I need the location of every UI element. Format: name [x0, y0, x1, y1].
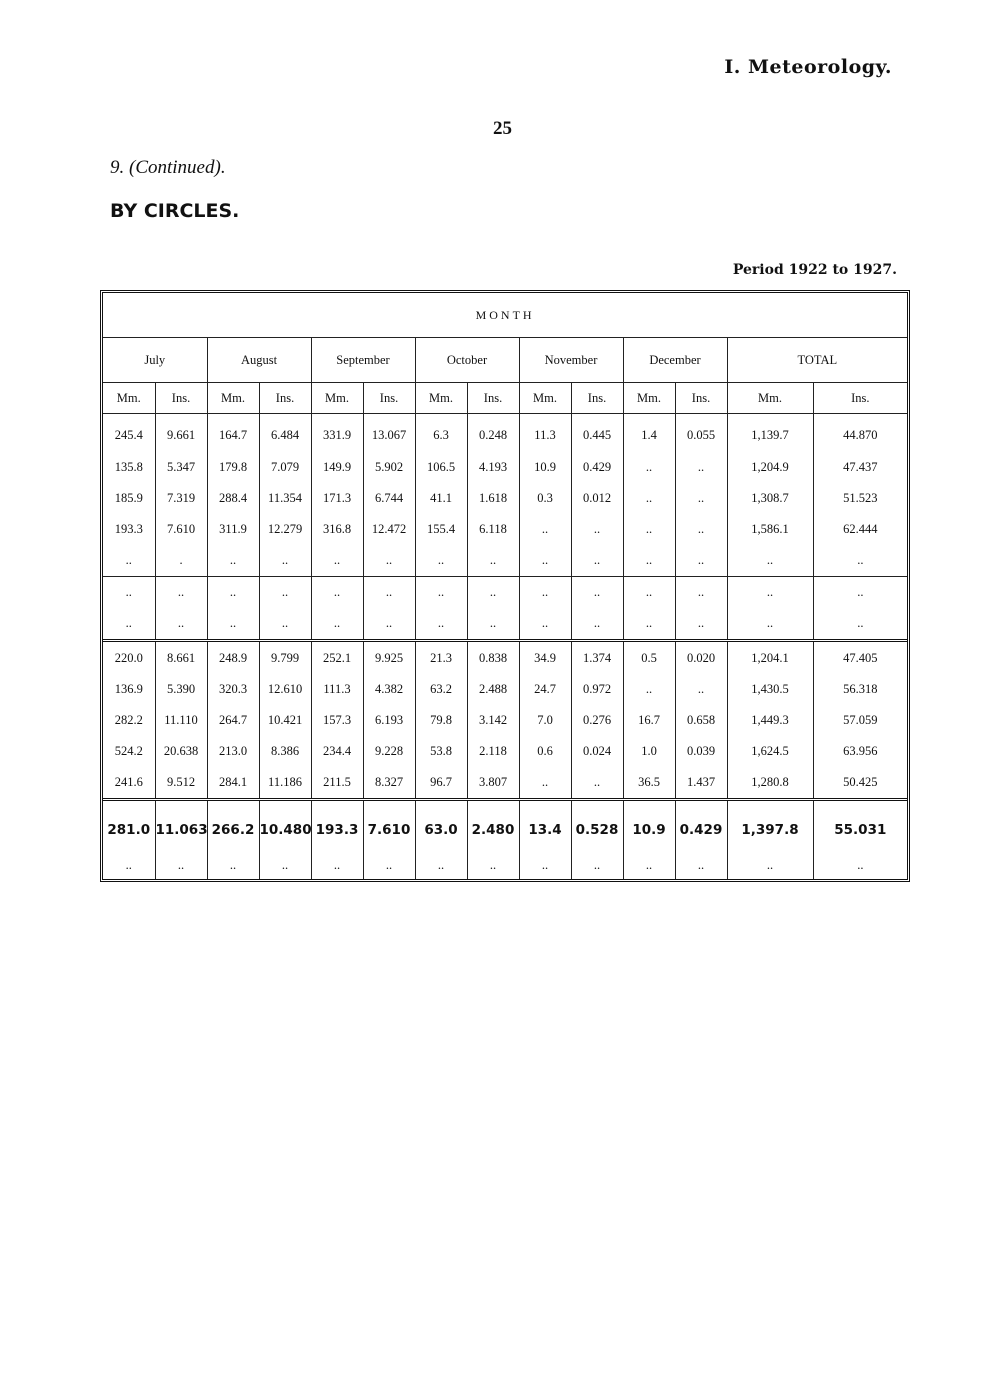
table-row — [103, 577, 907, 609]
table-cell: 7.079 — [259, 452, 311, 483]
table-cell: 264.7 — [207, 705, 259, 736]
table-cell: .. — [519, 545, 571, 577]
table-cell: .. — [519, 514, 571, 545]
table-cell: 106.5 — [415, 452, 467, 483]
table-cell: 211.5 — [311, 767, 363, 800]
table-cell: .. — [623, 483, 675, 514]
table-cell: 1,204.1 — [727, 641, 813, 674]
unit-header-mm: Mm. — [103, 383, 155, 414]
table-cell: 1.437 — [675, 767, 727, 800]
table-cell: .. — [813, 852, 907, 879]
table-cell: 171.3 — [311, 483, 363, 514]
table-cell: .. — [519, 577, 571, 609]
table-cell: 0.039 — [675, 736, 727, 767]
table-cell: .. — [571, 608, 623, 641]
table-cell: .. — [519, 608, 571, 641]
unit-header-mm: Mm. — [727, 383, 813, 414]
table-cell: 11.110 — [155, 705, 207, 736]
table-cell: 6.744 — [363, 483, 415, 514]
unit-header-mm: Mm. — [207, 383, 259, 414]
table-cell: 7.610 — [155, 514, 207, 545]
table-cell: 1,586.1 — [727, 514, 813, 545]
table-cell: 13.067 — [363, 414, 415, 452]
table-cell: .. — [155, 852, 207, 879]
table-cell: 11.186 — [259, 767, 311, 800]
table-cell: 10.9 — [623, 800, 675, 853]
table-cell: 0.276 — [571, 705, 623, 736]
table-cell: 331.9 — [311, 414, 363, 452]
table-cell: 6.193 — [363, 705, 415, 736]
table-cell: .. — [363, 577, 415, 609]
table-cell: 0.972 — [571, 674, 623, 705]
table-cell: 241.6 — [114, 774, 143, 789]
table-subtitle: BY CIRCLES. — [110, 200, 240, 222]
table-cell: 2.118 — [467, 736, 519, 767]
table-cell: .. — [675, 545, 727, 577]
table-cell: 111.3 — [311, 674, 363, 705]
unit-header-ins: Ins. — [259, 383, 311, 414]
table-cell: 7.0 — [519, 705, 571, 736]
table-cell: 1.618 — [467, 483, 519, 514]
table-cell: 8.661 — [155, 641, 207, 674]
table-cell: 1,308.7 — [727, 483, 813, 514]
table-cell: 0.3 — [519, 483, 571, 514]
table-cell: .. — [415, 608, 467, 641]
table-cell: 10.9 — [519, 452, 571, 483]
unit-header-mm: Mm. — [623, 383, 675, 414]
table-cell: 1.374 — [571, 641, 623, 674]
table-cell: 1,430.5 — [727, 674, 813, 705]
period-label: Period 1922 to 1927. — [732, 262, 897, 278]
month-group-header: MONTH — [103, 293, 907, 338]
table-cell: 12.279 — [259, 514, 311, 545]
table-cell: .. — [259, 852, 311, 879]
table-cell: .. — [623, 452, 675, 483]
month-header: July — [103, 338, 207, 383]
table-cell: .. — [125, 858, 132, 873]
table-cell: 185.9 — [114, 490, 143, 505]
table-cell: 245.4 — [114, 428, 143, 443]
table-cell: 288.4 — [207, 483, 259, 514]
table-cell: .. — [727, 852, 813, 879]
table-row — [103, 545, 907, 577]
table-cell: 12.472 — [363, 514, 415, 545]
table-cell: 57.059 — [813, 705, 907, 736]
unit-header-ins: Ins. — [813, 383, 907, 414]
table-row — [103, 852, 907, 879]
table-row — [103, 767, 907, 800]
table-cell: 44.870 — [813, 414, 907, 452]
table-cell: 0.5 — [623, 641, 675, 674]
table-cell: .. — [415, 577, 467, 609]
table-cell: 55.031 — [813, 800, 907, 853]
table-row — [103, 514, 907, 545]
month-header: TOTAL — [727, 338, 907, 383]
unit-header-ins: Ins. — [155, 383, 207, 414]
table-cell: .. — [675, 483, 727, 514]
table-cell: 16.7 — [623, 705, 675, 736]
table-cell: .. — [813, 577, 907, 609]
table-cell: .. — [519, 767, 571, 800]
table-cell: .. — [363, 608, 415, 641]
table-cell: 311.9 — [207, 514, 259, 545]
table-cell: .. — [363, 852, 415, 879]
table-cell: .. — [571, 767, 623, 800]
table-cell: 2.488 — [467, 674, 519, 705]
table-cell: 79.8 — [415, 705, 467, 736]
table-row — [103, 641, 907, 674]
unit-header-mm: Mm. — [311, 383, 363, 414]
table-cell: .. — [311, 852, 363, 879]
table-cell: .. — [675, 452, 727, 483]
unit-header-ins: Ins. — [467, 383, 519, 414]
table-cell: 5.902 — [363, 452, 415, 483]
table-cell: 179.8 — [207, 452, 259, 483]
table-cell: 0.429 — [571, 452, 623, 483]
table-cell: 220.0 — [103, 641, 155, 674]
table-cell: 4.382 — [363, 674, 415, 705]
table-cell: 0.658 — [675, 705, 727, 736]
table-cell: 1,449.3 — [727, 705, 813, 736]
table-cell: 5.390 — [155, 674, 207, 705]
table-cell: .. — [675, 674, 727, 705]
month-header: September — [311, 338, 415, 383]
table-cell: 0.055 — [675, 414, 727, 452]
table-row — [103, 483, 907, 514]
table-cell: 136.9 — [114, 681, 143, 696]
table-row — [103, 608, 907, 641]
table-cell: 50.425 — [813, 767, 907, 800]
table-cell: .. — [311, 545, 363, 577]
table-cell: 10.480 — [259, 800, 311, 853]
table-cell: .. — [155, 577, 207, 609]
table-cell: 1,280.8 — [727, 767, 813, 800]
table-cell: .. — [415, 545, 467, 577]
page-number: 25 — [493, 118, 512, 139]
table-cell: 63.0 — [415, 800, 467, 853]
table-cell: .. — [623, 514, 675, 545]
table-cell: .. — [311, 608, 363, 641]
table-cell: .. — [623, 577, 675, 609]
table-cell: 1,624.5 — [727, 736, 813, 767]
table-cell: 1.0 — [623, 736, 675, 767]
table-cell: .. — [727, 545, 813, 577]
unit-header-ins: Ins. — [363, 383, 415, 414]
table-cell: 12.610 — [259, 674, 311, 705]
table-cell: 21.3 — [415, 641, 467, 674]
table-cell: 252.1 — [311, 641, 363, 674]
unit-header-ins: Ins. — [675, 383, 727, 414]
table-cell: 0.838 — [467, 641, 519, 674]
table-cell: 63.2 — [415, 674, 467, 705]
table-cell: .. — [675, 514, 727, 545]
rainfall-table-frame — [100, 290, 910, 882]
rainfall-table — [103, 293, 907, 879]
unit-header-mm: Mm. — [519, 383, 571, 414]
table-cell: .. — [623, 852, 675, 879]
table-cell: 234.4 — [311, 736, 363, 767]
table-cell: 0.024 — [571, 736, 623, 767]
section-title: I. Meteorology. — [724, 56, 892, 78]
table-cell: 53.8 — [415, 736, 467, 767]
table-cell: .. — [467, 608, 519, 641]
table-cell: 9.799 — [259, 641, 311, 674]
table-row — [103, 736, 907, 767]
table-cell: 0.6 — [519, 736, 571, 767]
table-row — [103, 414, 907, 452]
table-cell: 0.012 — [571, 483, 623, 514]
unit-header-ins: Ins. — [571, 383, 623, 414]
table-cell: 11.354 — [259, 483, 311, 514]
table-cell: 1,139.7 — [727, 414, 813, 452]
table-cell: 96.7 — [415, 767, 467, 800]
month-header: December — [623, 338, 727, 383]
table-cell: 2.480 — [467, 800, 519, 853]
table-cell: .. — [415, 852, 467, 879]
table-cell: 164.7 — [207, 414, 259, 452]
month-header: October — [415, 338, 519, 383]
table-cell: .. — [311, 577, 363, 609]
table-cell: 63.956 — [813, 736, 907, 767]
table-cell: .. — [675, 852, 727, 879]
table-cell: 0.528 — [571, 800, 623, 853]
table-cell: 10.421 — [259, 705, 311, 736]
table-row — [103, 674, 907, 705]
table-cell: 320.3 — [207, 674, 259, 705]
table-cell: 9.228 — [363, 736, 415, 767]
table-cell: 47.437 — [813, 452, 907, 483]
table-cell: .. — [467, 545, 519, 577]
table-cell: .. — [363, 545, 415, 577]
month-header: August — [207, 338, 311, 383]
table-cell: 0.429 — [675, 800, 727, 853]
table-cell: .. — [623, 674, 675, 705]
table-cell: .. — [207, 852, 259, 879]
table-cell: 0.445 — [571, 414, 623, 452]
table-cell: 7.610 — [363, 800, 415, 853]
table-cell: 157.3 — [311, 705, 363, 736]
table-cell: 8.327 — [363, 767, 415, 800]
table-cell: 524.2 — [114, 743, 143, 758]
table-row — [103, 452, 907, 483]
table-cell: .. — [259, 577, 311, 609]
table-cell: 281.0 — [103, 800, 155, 853]
table-cell: 34.9 — [519, 641, 571, 674]
table-cell: 135.8 — [114, 459, 143, 474]
table-cell: 4.193 — [467, 452, 519, 483]
table-cell: 9.661 — [155, 414, 207, 452]
table-cell: .. — [675, 608, 727, 641]
table-cell: .. — [103, 577, 155, 609]
table-row — [103, 705, 907, 736]
table-cell: .. — [125, 553, 132, 568]
table-cell: .. — [259, 608, 311, 641]
table-cell: .. — [571, 545, 623, 577]
month-header: November — [519, 338, 623, 383]
table-cell: 36.5 — [623, 767, 675, 800]
table-cell: 62.444 — [813, 514, 907, 545]
table-cell: 316.8 — [311, 514, 363, 545]
table-cell: 149.9 — [311, 452, 363, 483]
table-cell: .. — [571, 514, 623, 545]
unit-header-mm: Mm. — [415, 383, 467, 414]
table-cell: 11.3 — [519, 414, 571, 452]
table-cell: 193.3 — [311, 800, 363, 853]
table-cell: 51.523 — [813, 483, 907, 514]
table-cell: .. — [727, 577, 813, 609]
table-cell: 0.248 — [467, 414, 519, 452]
table-cell: 0.020 — [675, 641, 727, 674]
table-cell: 155.4 — [415, 514, 467, 545]
table-cell: .. — [571, 852, 623, 879]
table-cell: 13.4 — [519, 800, 571, 853]
table-cell: .. — [623, 608, 675, 641]
table-cell: .. — [207, 577, 259, 609]
table-cell: .. — [571, 577, 623, 609]
table-cell: 3.807 — [467, 767, 519, 800]
table-cell: 6.118 — [467, 514, 519, 545]
table-cell: .. — [467, 577, 519, 609]
table-cell: 8.386 — [259, 736, 311, 767]
table-cell: 6.484 — [259, 414, 311, 452]
table-cell: 3.142 — [467, 705, 519, 736]
table-cell: .. — [519, 852, 571, 879]
table-cell: 6.3 — [415, 414, 467, 452]
table-cell: .. — [813, 545, 907, 577]
table-cell: 193.3 — [114, 521, 143, 536]
table-cell: 213.0 — [207, 736, 259, 767]
table-row — [103, 800, 907, 853]
table-cell: .. — [467, 852, 519, 879]
table-cell: .. — [207, 608, 259, 641]
table-cell: 7.319 — [155, 483, 207, 514]
table-cell: 9.512 — [155, 767, 207, 800]
table-cell: .. — [727, 608, 813, 641]
table-cell: 11.063 — [155, 800, 207, 853]
table-cell: 248.9 — [207, 641, 259, 674]
table-cell: .. — [259, 545, 311, 577]
table-cell: .. — [813, 608, 907, 641]
table-cell: .. — [623, 545, 675, 577]
table-cell: 56.318 — [813, 674, 907, 705]
table-cell: 266.2 — [207, 800, 259, 853]
table-cell: 5.347 — [155, 452, 207, 483]
table-cell: .. — [155, 608, 207, 641]
table-cell: .. — [207, 545, 259, 577]
table-cell: 47.405 — [813, 641, 907, 674]
table-cell: 41.1 — [415, 483, 467, 514]
table-cell: 1.4 — [623, 414, 675, 452]
table-continued-label: 9. (Continued). — [110, 157, 226, 178]
table-cell: 1,204.9 — [727, 452, 813, 483]
table-cell: .. — [125, 616, 132, 631]
table-cell: . — [155, 545, 207, 577]
table-cell: 20.638 — [155, 736, 207, 767]
table-cell: 24.7 — [519, 674, 571, 705]
table-cell: 1,397.8 — [727, 800, 813, 853]
table-cell: .. — [675, 577, 727, 609]
table-cell: 282.2 — [114, 712, 143, 727]
table-cell: 284.1 — [207, 767, 259, 800]
table-cell: 9.925 — [363, 641, 415, 674]
